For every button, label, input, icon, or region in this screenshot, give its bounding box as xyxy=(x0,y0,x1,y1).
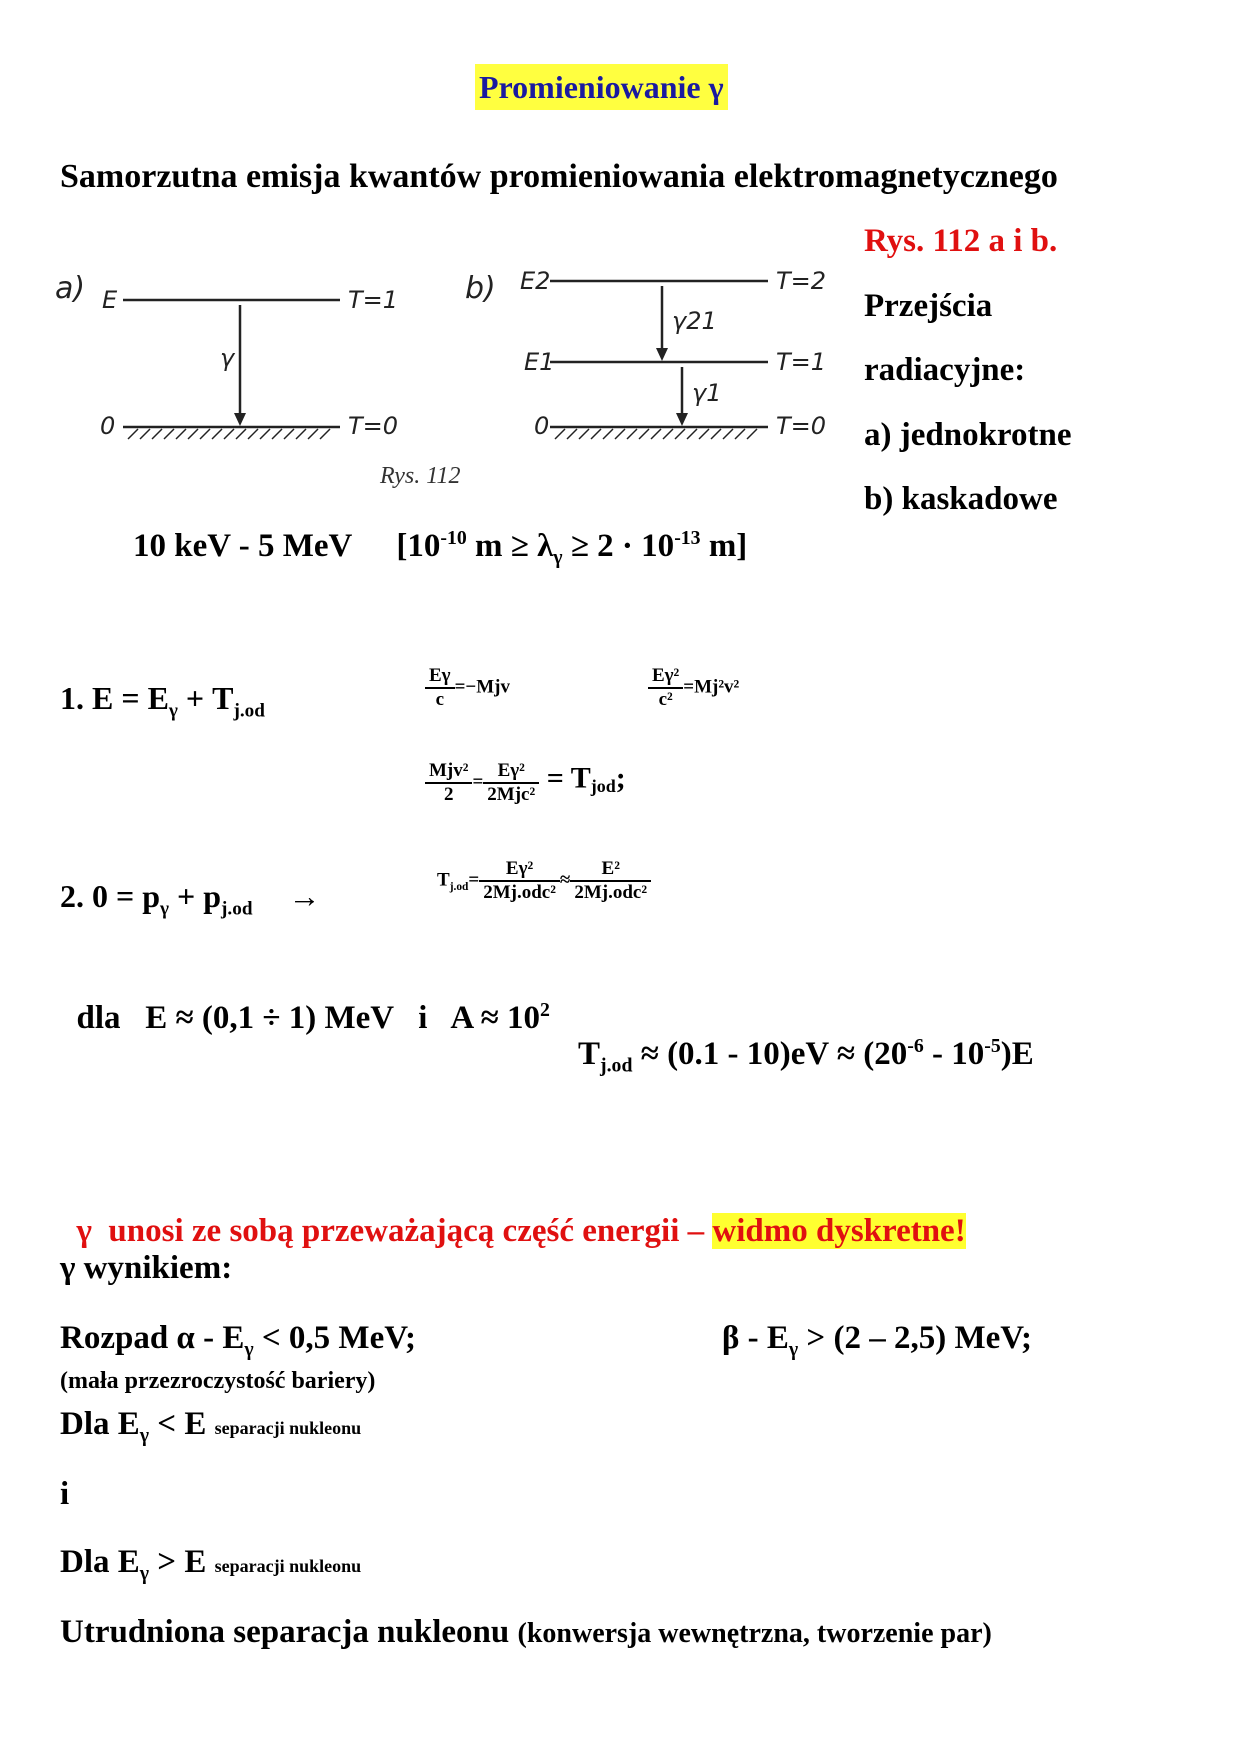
range-part: [10 xyxy=(396,528,441,564)
dla-small: separacji nukleonu xyxy=(214,1556,362,1576)
eq-exp: -6 xyxy=(907,1035,924,1057)
energy-range xyxy=(133,527,748,569)
fig-b-T0: T=0 xyxy=(776,412,827,440)
connector-i: i xyxy=(60,1476,70,1512)
eq-part: + p xyxy=(169,878,222,914)
fig-b-g21: γ21 xyxy=(672,307,717,335)
eq-sub: j.od xyxy=(233,700,265,722)
subtitle: Samorzutna emisja kwantów promieniowania elektromagnetycznego xyxy=(60,158,1058,195)
hindered-separation xyxy=(60,1614,992,1651)
condition-line xyxy=(60,963,550,1037)
gamma-note-text: γ unosi ze sobą przeważającą część energii – xyxy=(76,1213,713,1249)
eq-sub: j.od xyxy=(600,1054,633,1077)
eq-part: 1. E = E xyxy=(60,680,169,716)
frac-den: 2Mj.odc² xyxy=(574,882,648,903)
arrow-icon: → xyxy=(288,878,321,914)
range-part: m] xyxy=(700,528,748,564)
equation-2 xyxy=(60,878,321,920)
fig-b-T1: T=1 xyxy=(776,348,827,376)
fig-b-E2: E2 xyxy=(520,267,551,295)
equation-1 xyxy=(60,680,265,722)
side-line-1: Przejścia xyxy=(864,288,993,324)
fig-b-g1: γ1 xyxy=(692,379,722,407)
frac-num: Eγ² xyxy=(483,760,539,784)
eq-sub: γ xyxy=(160,898,170,920)
beta-decay xyxy=(722,1320,1033,1361)
beta-sub: γ xyxy=(788,1338,799,1361)
eq-part: ; xyxy=(615,761,626,795)
frac-num: Eγ² xyxy=(479,858,560,882)
alpha-sub: γ xyxy=(244,1338,254,1361)
figure-caption: Rys. 112 xyxy=(380,463,461,489)
formula-squared xyxy=(648,665,739,711)
side-line-3: a) jednokrotne xyxy=(864,417,1072,453)
alpha-decay xyxy=(60,1320,417,1361)
fig-a-gamma: γ xyxy=(220,344,235,372)
eq-sub: γ xyxy=(168,700,178,722)
condition-exp: 2 xyxy=(539,999,550,1021)
eq-part: = T xyxy=(539,761,591,795)
eq-part: )E xyxy=(1000,1036,1034,1072)
dla-text: < E xyxy=(149,1406,215,1442)
fig-label-b: b) xyxy=(465,271,496,306)
dla-small: separacji nukleonu xyxy=(214,1418,362,1438)
fig-b-0: 0 xyxy=(534,412,550,440)
frac-num: Mjv² xyxy=(425,760,472,784)
fig-a-T1: T=1 xyxy=(348,286,399,314)
eq-part: =−Mjv xyxy=(454,676,510,698)
figure-reference: Rys. 112 a i b. xyxy=(864,223,1058,259)
hindered-note: (konwersja wewnętrzna, tworzenie par) xyxy=(517,1618,992,1649)
barrier-note: (mała przezroczystość bariery) xyxy=(60,1368,376,1394)
formula-kinetic: $\frac{\text{Mjv²}}{2}$ = $\frac{\text{Eγ²}}{\text{2Mjc²}}$ = $T_{jod}$; xyxy=(425,760,626,806)
condition-above-separation xyxy=(60,1544,362,1585)
wynikiem-heading: γ wynikiem: xyxy=(60,1250,233,1286)
range-sub: γ xyxy=(553,546,563,569)
dla-text: Dla E xyxy=(60,1544,140,1580)
eq-part: ≈ xyxy=(559,869,571,891)
alpha-text: Rozpad α - E xyxy=(60,1320,245,1356)
eq-part: - 10 xyxy=(923,1036,985,1072)
side-line-2: radiacyjne: xyxy=(864,352,1026,388)
eq-part: T xyxy=(437,869,450,891)
dla-sub: γ xyxy=(139,1424,150,1447)
eq-part: =Mj²v² xyxy=(683,676,740,698)
frac-num: E² xyxy=(570,858,651,882)
eq-part: T xyxy=(578,1036,601,1072)
eq-part: ≈ (0.1 - 10)eV ≈ (20 xyxy=(632,1036,908,1072)
range-exp: -10 xyxy=(440,527,467,549)
range-part: m ≥ λ xyxy=(466,528,554,564)
frac-den: 2Mjc² xyxy=(487,784,536,805)
fig-a-0: 0 xyxy=(100,412,116,440)
dla-text: Dla E xyxy=(60,1406,140,1442)
range-part: ≥ 2 · 10 xyxy=(562,528,675,564)
frac-den: c xyxy=(435,689,444,710)
frac-num: Eγ² xyxy=(648,665,683,689)
eq-sub: j.od xyxy=(449,881,469,894)
condition-text: dla E ≈ (0,1 ÷ 1) MeV i A ≈ 10 xyxy=(76,1000,540,1036)
frac-den: 2 xyxy=(443,784,454,805)
fig-a-T0: T=0 xyxy=(348,412,399,440)
beta-text: > (2 – 2,5) MeV; xyxy=(798,1320,1033,1356)
energy-level-diagram xyxy=(50,258,850,458)
side-line-4: b) kaskadowe xyxy=(864,481,1058,517)
gamma-energy-note xyxy=(60,1176,966,1250)
hindered-text: Utrudniona separacja nukleonu xyxy=(60,1614,518,1650)
beta-text: β - E xyxy=(722,1320,789,1356)
eq-sub: jod xyxy=(590,776,616,797)
eq-sub: j.od xyxy=(221,898,253,920)
highlight-discrete-spectrum: widmo dyskretne! xyxy=(712,1213,966,1249)
condition-below-separation xyxy=(60,1406,362,1447)
fig-b-E1: E1 xyxy=(524,348,555,376)
fig-b-T2: T=2 xyxy=(776,267,827,295)
recoil-energy-line xyxy=(578,1035,1034,1077)
eq-part: = xyxy=(468,869,480,891)
formula-recoil xyxy=(437,858,651,904)
frac-den: c² xyxy=(658,689,673,710)
frac-num: Eγ xyxy=(425,665,455,689)
range-exp: -13 xyxy=(674,527,701,549)
eq-part: 2. 0 = p xyxy=(60,878,161,914)
frac-den: 2Mj.odc² xyxy=(483,882,556,903)
dla-text: > E xyxy=(149,1544,215,1580)
fig-label-a: a) xyxy=(55,271,86,306)
fig-a-E: E xyxy=(102,286,118,314)
dla-sub: γ xyxy=(139,1562,150,1585)
energy-range-text: 10 keV - 5 MeV xyxy=(133,528,353,564)
page-title: Promieniowanie γ xyxy=(475,64,728,110)
formula-momentum xyxy=(425,665,510,711)
eq-exp: -5 xyxy=(984,1035,1001,1057)
alpha-text: < 0,5 MeV; xyxy=(253,1320,417,1356)
eq-part: + T xyxy=(177,680,234,716)
